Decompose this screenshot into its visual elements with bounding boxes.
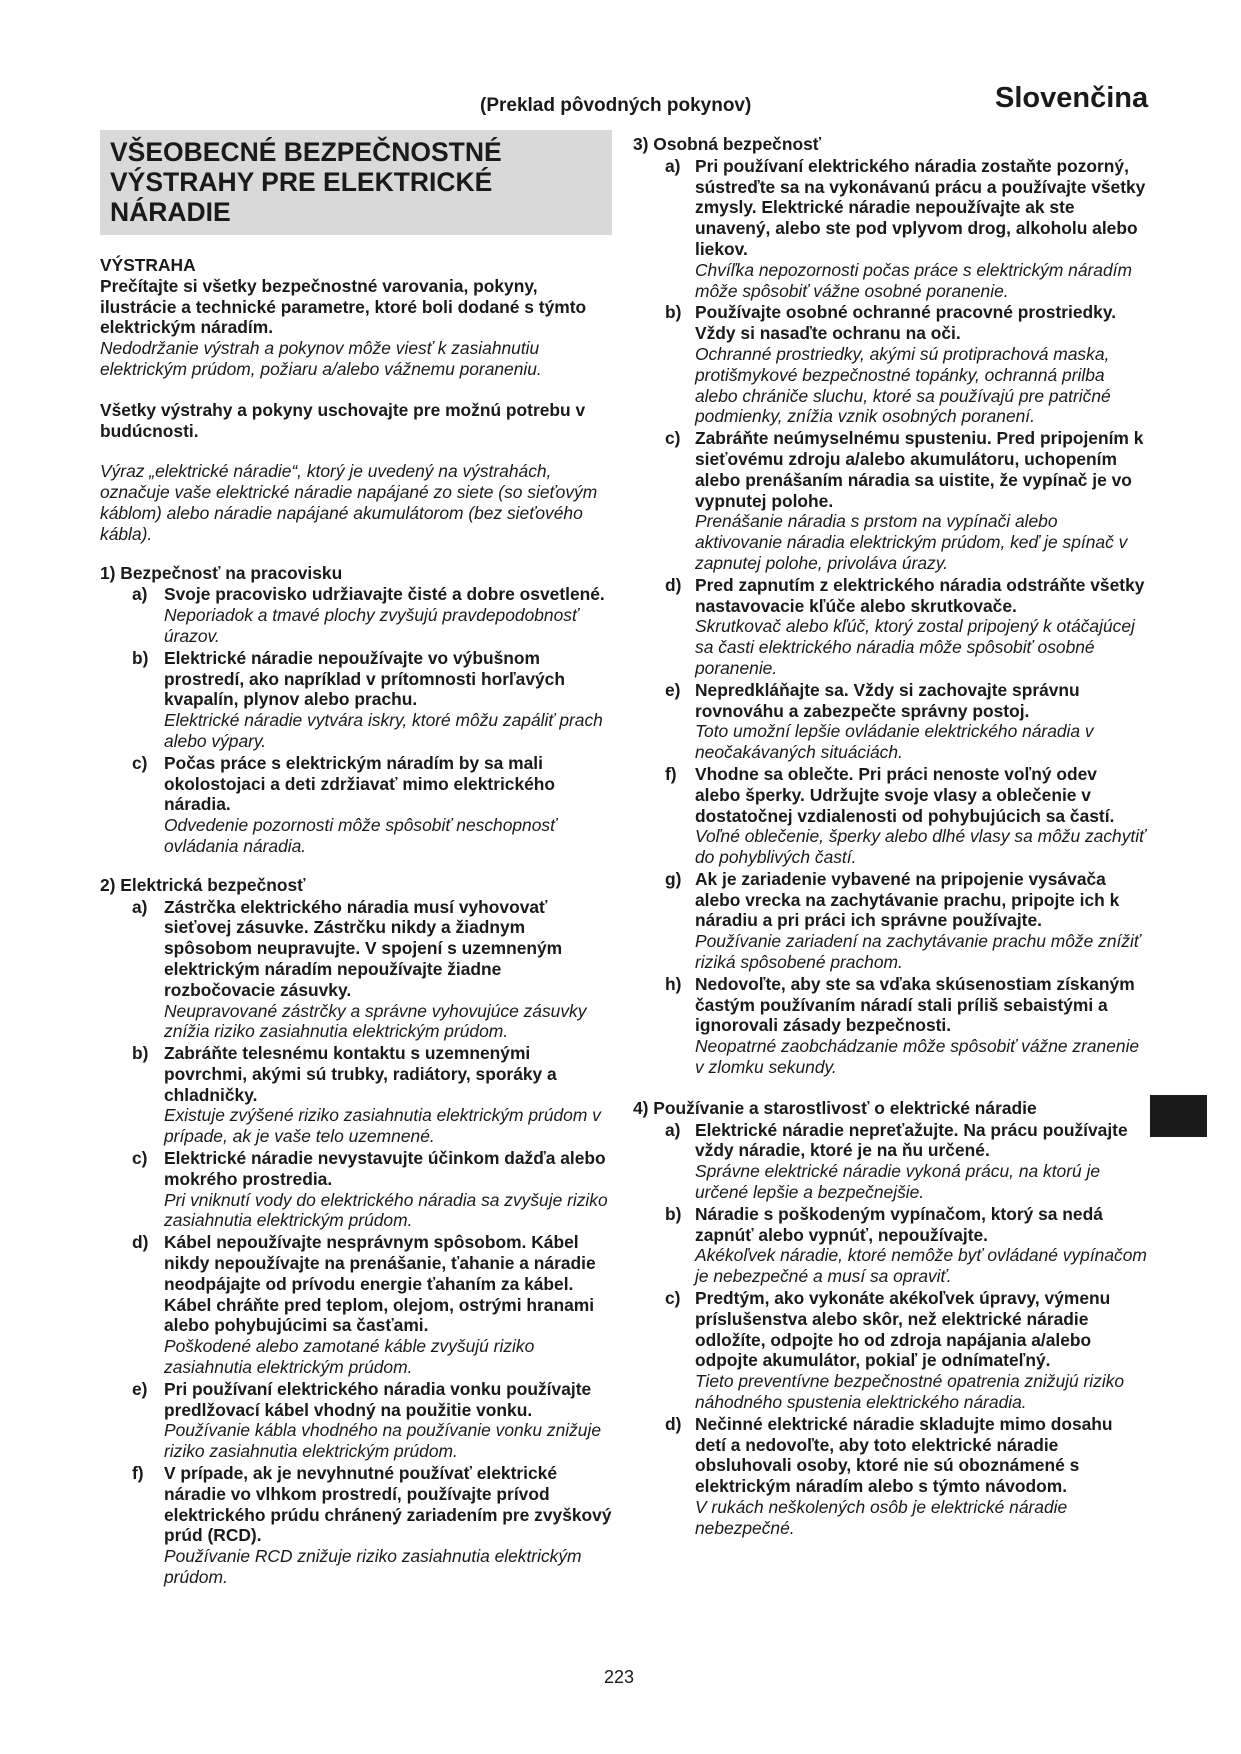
item-label: d) [665, 574, 682, 595]
item-bold-text: Elektrické náradie nepreťažujte. Na prácu používajte vždy náradie, ktoré je na ňu určené. [695, 1119, 1128, 1161]
item-italic-text: Pri vniknutí vody do elektrického náradia sa zvyšuje riziko zasiahnutia elektrickým prúdom. [164, 1189, 608, 1231]
item-bold-text: Predtým, ako vykonáte akékoľvek úpravy, výmenu príslušenstva alebo skôr, než elektrické náradie odložíte, odpojte ho od zdroja napájania a/alebo odpojte akumulátor, pokiaľ je odnímateľný. [695, 1288, 1111, 1371]
item-bold-text: Pri používaní elektrického náradia vonku používajte predlžovací kábel vhodný na použitie vonku. [164, 1378, 592, 1420]
list-item [100, 1379, 612, 1462]
term-definition-text: Výraz „elektrické náradie“, ktorý je uvedený na výstrahách, označuje vaše elektrické náradie napájané zo siete (so sieťovým káblom) alebo náradie napájané akumulátorom (bez sieťového kábla). [100, 461, 598, 544]
item-bold-text: Náradie s poškodeným vypínačom, ktorý sa nedá zapnúť alebo vypnúť, nepoužívajte. [695, 1203, 1103, 1245]
item-bold-text: Nečinné elektrické náradie skladujte mimo dosahu detí a nedovoľte, aby toto elektrické náradie obsluhovali osoby, ktoré nie sú oboznámené s elektrickým náradím alebo s týmto návodom. [695, 1413, 1113, 1497]
item-italic-text: Používanie RCD znižuje riziko zasiahnutia elektrickým prúdom. [164, 1546, 582, 1588]
item-italic-text: Používanie kábla vhodného na používanie vonku znižuje riziko zasiahnutia elektrickým prúdom. [164, 1420, 602, 1462]
item-italic-text: Toto umožní lepšie ovládanie elektrického náradia v neočakávaných situáciách. [695, 721, 1094, 763]
section-title: VŠEOBECNÉ BEZPEČNOSTNÉ VÝSTRAHY PRE ELEKTRICKÉ NÁRADIE [110, 137, 502, 227]
warning-italic-text: Nedodržanie výstrah a pokynov môže viesť k zasiahnutiu elektrickým prúdom, požiaru a/alebo vážnemu poraneniu. [100, 338, 542, 379]
section-heading: 2) Elektrická bezpečnosť [100, 874, 306, 895]
list-item [633, 974, 1147, 1078]
list-item [633, 428, 1147, 574]
list-item [633, 1414, 1147, 1539]
warning-bold-text: Prečítajte si všetky bezpečnostné varovania, pokyny, ilustrácie a technické parametre, ktoré boli dodané s týmto elektrickým náradím. [100, 275, 587, 338]
section-heading: 3) Osobná bezpečnosť [633, 134, 822, 154]
section-heading: 4) Používanie a starostlivosť o elektrické náradie [633, 1097, 1037, 1118]
item-label: c) [132, 752, 148, 773]
item-bold-text: Zabráňte neúmyselnému spusteniu. Pred pripojením k sieťovému zdroju a/alebo akumulátoru, uchopením alebo prenášaním náradia sa uistite, že vypínač je vo vypnutej polohe. [695, 428, 1144, 511]
item-label: a) [132, 896, 148, 917]
item-label: f) [665, 763, 677, 784]
item-label: a) [665, 155, 681, 176]
item-italic-text: Elektrické náradie vytvára iskry, ktoré môžu zapáliť prach alebo výpary. [164, 710, 603, 751]
list-item [100, 1232, 612, 1378]
item-italic-text: Prenášanie náradia s prstom na vypínači alebo aktivovanie náradia elektrickým prúdom, keď je spínač v zapnutej polohe, privoláva úrazy. [695, 511, 1128, 573]
item-italic-text: Poškodené alebo zamotané káble zvyšujú riziko zasiahnutia elektrickým prúdom. [164, 1336, 535, 1378]
list-item [100, 584, 612, 646]
item-italic-text: Odvedenie pozornosti môže spôsobiť neschopnosť ovládania náradia. [164, 815, 557, 856]
list-item [100, 648, 612, 752]
item-bold-text: Zabráňte telesnému kontaktu s uzemnenými povrchmi, akými sú trubky, radiátory, sporáky a chladničky. [164, 1043, 557, 1105]
list-item [633, 1288, 1147, 1413]
item-bold-text: Vhodne sa oblečte. Pri práci nenoste voľný odev alebo šperky. Udržujte svoje vlasy a oblečenie v dostatočnej vzdialenosti od pohybujúcich sa častí. [695, 763, 1115, 826]
item-italic-text: Správne elektrické náradie vykoná prácu, na ktorú je určené lepšie a bezpečnejšie. [695, 1161, 1101, 1203]
item-label: c) [132, 1148, 148, 1169]
item-bold-text: Zástrčka elektrického náradia musí vyhovovať sieťovej zásuvke. Zástrčku nikdy a žiadnym spôsobom neupravujte. V spojení s uzemneným elektrickým náradím nepoužívajte žiadne rozbočovacie zásuvky. [164, 896, 563, 1000]
item-italic-text: Používanie zariadení na zachytávanie prachu môže znížiť riziká spôsobené prachom. [695, 931, 1141, 973]
item-label: h) [665, 973, 682, 994]
list-item [100, 897, 612, 1043]
item-bold-text: Elektrické náradie nevystavujte účinkom dažďa alebo mokrého prostredia. [164, 1148, 606, 1189]
item-italic-text: Ochranné prostriedky, akými sú protiprachová maska, protišmykové bezpečnostné topánky, ochranná prilba alebo chrániče sluchu, ktoré sa používajú pre patričné podmienky, znížia vznik osobných poranení. [695, 343, 1111, 427]
keep-instructions-text: Všetky výstrahy a pokyny uschovajte pre možnú potrebu v budúcnosti. [100, 399, 586, 441]
list-item [633, 1204, 1147, 1287]
language-tab-marker [1150, 1095, 1207, 1137]
item-label: d) [132, 1232, 149, 1253]
item-label: f) [132, 1463, 144, 1484]
page-number: 223 [604, 1667, 635, 1687]
item-label: g) [665, 868, 682, 889]
item-label: c) [665, 428, 681, 449]
item-bold-text: Elektrické náradie nepoužívajte vo výbušnom prostredí, ako napríklad v prítomnosti horľavých kvapalín, plynov alebo prachu. [164, 647, 565, 710]
warning-label: VÝSTRAHA [100, 255, 196, 275]
list-item [100, 1043, 612, 1147]
item-label: d) [665, 1413, 682, 1434]
language-heading: Slovenčina [995, 82, 1149, 114]
right-column [633, 134, 1147, 1539]
translation-note: (Preklad pôvodných pokynov) [480, 95, 752, 116]
section-title-box [100, 130, 612, 235]
item-italic-text: Skrutkovač alebo kľúč, ktorý zostal pripojený k otáčajúcej sa časti elektrického náradia môže spôsobiť osobné poranenie. [695, 616, 1135, 678]
list-item [633, 680, 1147, 763]
list-item [633, 156, 1147, 302]
item-bold-text: V prípade, ak je nevyhnutné používať elektrické náradie vo vlhkom prostredí, používajte prívod elektrického prúdu chránený zariadením pre zvyškový prúd (RCD). [164, 1463, 612, 1546]
item-bold-text: Svoje pracovisko udržiavajte čisté a dobre osvetlené. [164, 584, 605, 605]
item-italic-text: Existuje zvýšené riziko zasiahnutia elektrickým prúdom v prípade, ak je vaše telo uzemnené. [164, 1105, 601, 1147]
list-item [633, 302, 1147, 427]
list-item [633, 869, 1147, 973]
item-bold-text: Nepredkláňajte sa. Vždy si zachovajte správnu rovnováhu a zabezpečte správny postoj. [695, 679, 1080, 721]
item-bold-text: Nedovoľte, aby ste sa vďaka skúsenostiam získaným častým používaním náradí stali príliš sebaistými a ignorovali zásady bezpečnosti. [695, 973, 1135, 1036]
item-label: c) [665, 1288, 681, 1309]
item-label: a) [132, 584, 148, 605]
list-item [633, 1120, 1147, 1203]
left-column [100, 130, 612, 1588]
item-bold-text: Ak je zariadenie vybavené na pripojenie vysávača alebo vrecka na zachytávanie prachu, pripojte ich k náradiu a pri práci ich správne používajte. [695, 868, 1120, 931]
item-italic-text: Akékoľvek náradie, ktoré nemôže byť ovládané vypínačom je nebezpečné a musí sa opraviť. [695, 1245, 1147, 1287]
list-item [100, 753, 612, 857]
item-label: b) [665, 1203, 682, 1224]
item-italic-text: Chvíľka nepozornosti počas práce s elektrickým náradím môže spôsobiť vážne osobné poranenie. [695, 259, 1132, 301]
section-heading: 1) Bezpečnosť na pracovisku [100, 562, 343, 583]
list-item [100, 1463, 612, 1588]
item-bold-text: Kábel nepoužívajte nesprávnym spôsobom. Kábel nikdy nepoužívajte na prenášanie, ťahanie a náradie neodpájajte od prívodu energie ťahaním za kábel. Kábel chráňte pred teplom, olejom, ostrými hranami alebo pohybujúcimi sa časťami. [164, 1232, 596, 1336]
list-item [100, 1148, 612, 1231]
item-label: a) [665, 1119, 681, 1140]
item-italic-text: Tieto preventívne bezpečnostné opatrenia znižujú riziko náhodného spustenia elektrického náradia. [695, 1371, 1125, 1413]
item-bold-text: Pri používaní elektrického náradia zostaňte pozorný, sústreďte sa na vykonávanú prácu a používajte všetky zmysly. Elektrické náradie nepoužívajte ak ste unavený, alebo ste pod vplyvom drog, alkoholu alebo liekov. [695, 155, 1146, 259]
item-label: b) [132, 1043, 149, 1064]
item-italic-text: Neporiadok a tmavé plochy zvyšujú pravdepodobnosť úrazov. [164, 605, 579, 646]
item-bold-text: Počas práce s elektrickým náradím by sa mali okolostojaci a deti zdržiavať mimo elektrického náradia. [164, 752, 556, 815]
item-bold-text: Pred zapnutím z elektrického náradia odstráňte všetky nastavovacie kľúče alebo skrutkovače. [695, 574, 1145, 616]
list-item [633, 575, 1147, 679]
list-item [633, 764, 1147, 868]
item-label: e) [665, 679, 681, 700]
item-label: b) [665, 302, 682, 323]
item-label: b) [132, 647, 149, 668]
item-italic-text: V rukách neškolených osôb je elektrické náradie nebezpečné. [695, 1497, 1068, 1538]
item-italic-text: Neupravované zástrčky a správne vyhovujúce zásuvky znížia riziko zasiahnutia elektrickým prúdom. [164, 1000, 587, 1042]
item-bold-text: Používajte osobné ochranné pracovné prostriedky. Vždy si nasaďte ochranu na oči. [695, 302, 1117, 344]
item-label: e) [132, 1378, 148, 1399]
item-italic-text: Neopatrné zaobchádzanie môže spôsobiť vážne zranenie v zlomku sekundy. [695, 1036, 1140, 1078]
item-italic-text: Voľné oblečenie, šperky alebo dlhé vlasy sa môžu zachytiť do pohyblivých častí. [695, 826, 1146, 868]
